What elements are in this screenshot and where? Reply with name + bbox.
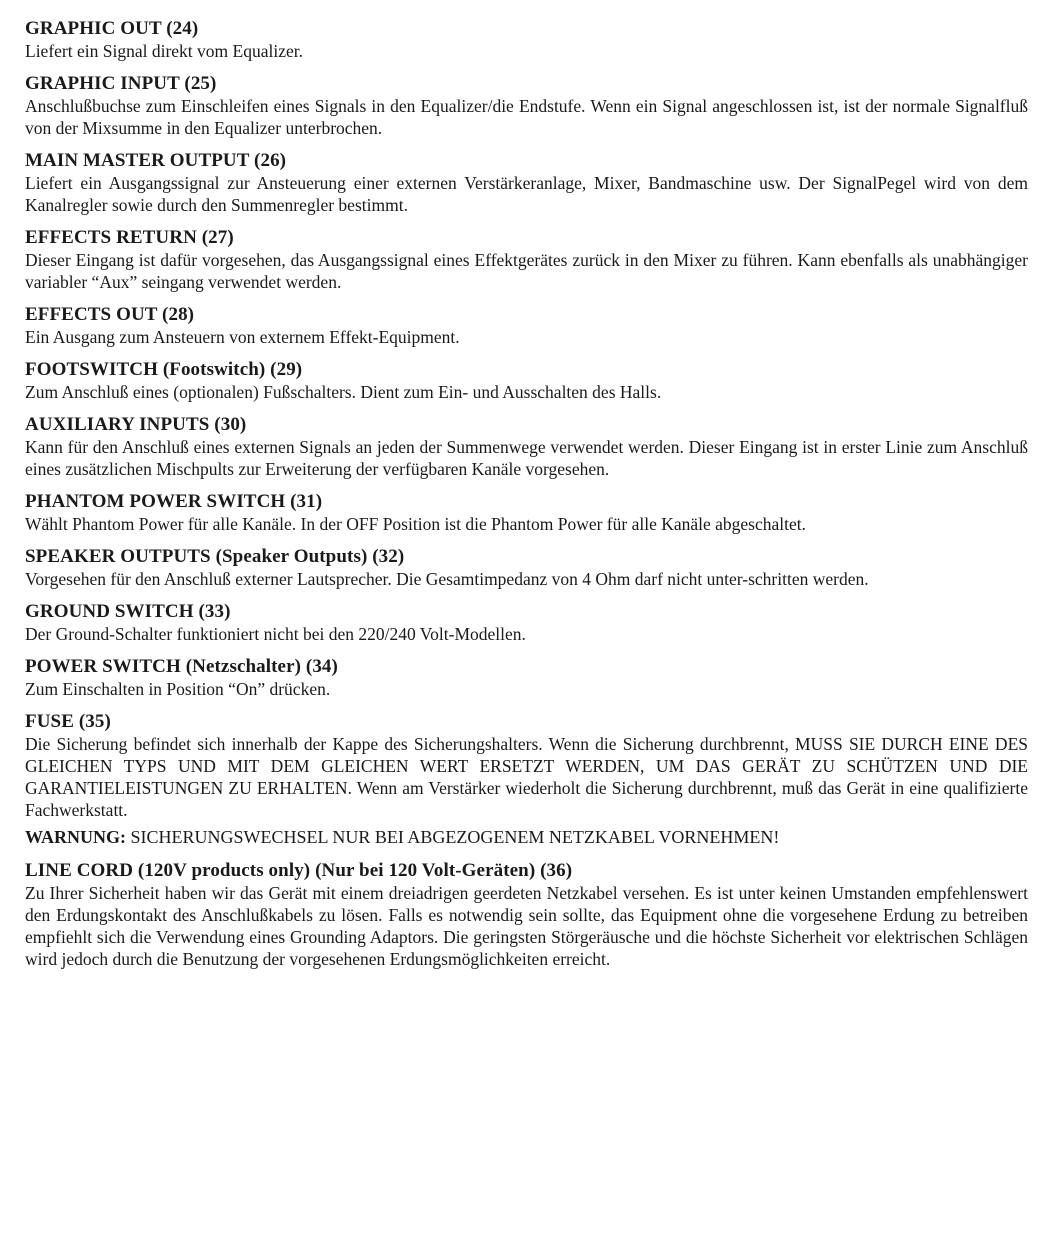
section-effects-return bbox=[25, 227, 1028, 293]
section-main-master-output bbox=[25, 150, 1028, 216]
section-body: Die Sicherung befindet sich innerhalb der Kappe des Sicherungshalters. Wenn die Sicherung durchbrennt, MUSS SIE DURCH EINE DES GLEICHEN TYPS UND MIT DEM GLEICHEN WERT ERSETZT WERDEN, UM DAS GERÄT ZU SCHÜTZEN UND DIE GARANTIELEISTUNGEN ZU ERHALTEN. Wenn am Verstärker wiederholt die Sicherung durchbrennt, muß das Gerät in eine qualifizierte Fachwerkstatt. bbox=[25, 734, 1028, 820]
section-body: Zu Ihrer Sicherheit haben wir das Gerät mit einem dreiadrigen geerdeten Netzkabel versehen. Es ist unter keinen Umstanden empfehlenswert den Erdungskontakt des Anschlußkabels zu lösen. Falls es notwendig sein sollte, das Equipment ohne die vorgesehene Erdung zu betreiben empfiehlt sich die Verwendung eines Grounding Adaptors. Die geringsten Störgeräusche und die höchste Sicherheit vor elektrischen Schlägen wird jedoch durch die Benutzung der vorgesehenen Erdungsmöglichkeiten erreicht. bbox=[25, 883, 1028, 969]
section-heading: EFFECTS RETURN (27) bbox=[25, 227, 234, 248]
section-heading: FOOTSWITCH (Footswitch) (29) bbox=[25, 359, 303, 380]
section-ground-switch bbox=[25, 601, 1028, 645]
section-heading: GRAPHIC OUT (24) bbox=[25, 18, 199, 39]
section-body: Liefert ein Signal direkt vom Equalizer. bbox=[25, 41, 303, 61]
section-footswitch bbox=[25, 359, 1028, 403]
section-phantom-power-switch bbox=[25, 491, 1028, 535]
section-heading: GROUND SWITCH (33) bbox=[25, 601, 231, 622]
warning-label: WARNUNG: bbox=[25, 827, 126, 847]
section-heading: EFFECTS OUT (28) bbox=[25, 304, 195, 325]
fuse-warning bbox=[25, 825, 1028, 849]
section-heading: SPEAKER OUTPUTS (Speaker Outputs) (32) bbox=[25, 546, 405, 567]
section-body: Dieser Eingang ist dafür vorgesehen, das Ausgangssignal eines Effektgerätes zurück in den Mixer zu führen. Kann ebenfalls als unabhängiger variabler “Aux” seingang verwendet werden. bbox=[25, 250, 1028, 292]
section-heading: PHANTOM POWER SWITCH (31) bbox=[25, 491, 323, 512]
section-heading: POWER SWITCH (Netzschalter) (34) bbox=[25, 656, 338, 677]
section-graphic-input bbox=[25, 73, 1028, 139]
section-body: Anschlußbuchse zum Einschleifen eines Signals in den Equalizer/die Endstufe. Wenn ein Signal angeschlossen ist, ist der normale Signalfluß von der Mixsumme in den Equalizer unterbrochen. bbox=[25, 96, 1028, 138]
section-body: Der Ground-Schalter funktioniert nicht bei den 220/240 Volt-Modellen. bbox=[25, 624, 526, 644]
section-auxiliary-inputs bbox=[25, 414, 1028, 480]
section-heading: LINE CORD (120V products only) (Nur bei 120 Volt-Geräten) (36) bbox=[25, 860, 573, 881]
section-speaker-outputs bbox=[25, 546, 1028, 590]
section-fuse bbox=[25, 711, 1028, 849]
section-body: Ein Ausgang zum Ansteuern von externem Effekt-Equipment. bbox=[25, 327, 460, 347]
section-power-switch bbox=[25, 656, 1028, 700]
section-body: Liefert ein Ausgangssignal zur Ansteuerung einer externen Verstärkeranlage, Mixer, Bandmaschine usw. Der SignalPegel wird von dem Kanalregler sowie durch den Summenregler bestimmt. bbox=[25, 173, 1028, 215]
section-heading: FUSE (35) bbox=[25, 711, 111, 732]
manual-page bbox=[25, 18, 1028, 981]
section-heading: GRAPHIC INPUT (25) bbox=[25, 73, 217, 94]
section-effects-out bbox=[25, 304, 1028, 348]
section-line-cord bbox=[25, 860, 1028, 970]
warning-text: SICHERUNGSWECHSEL NUR BEI ABGEZOGENEM NETZKABEL VORNEHMEN! bbox=[130, 827, 780, 847]
section-body: Zum Anschluß eines (optionalen) Fußschalters. Dient zum Ein- und Ausschalten des Halls. bbox=[25, 382, 662, 402]
section-body: Vorgesehen für den Anschluß externer Lautsprecher. Die Gesamtimpedanz von 4 Ohm darf nicht unter-schritten werden. bbox=[25, 569, 869, 589]
section-heading: MAIN MASTER OUTPUT (26) bbox=[25, 150, 287, 171]
section-body: Kann für den Anschluß eines externen Signals an jeden der Summenwege verwendet werden. Dieser Eingang ist in erster Linie zum Anschluß eines zusätzlichen Mischpults zur Erweiterung der verfügbaren Kanäle vorgesehen. bbox=[25, 437, 1028, 479]
section-graphic-out bbox=[25, 18, 1028, 62]
section-body: Wählt Phantom Power für alle Kanäle. In der OFF Position ist die Phantom Power für alle Kanäle abgeschaltet. bbox=[25, 514, 806, 534]
section-body: Zum Einschalten in Position “On” drücken. bbox=[25, 679, 331, 699]
section-heading: AUXILIARY INPUTS (30) bbox=[25, 414, 247, 435]
